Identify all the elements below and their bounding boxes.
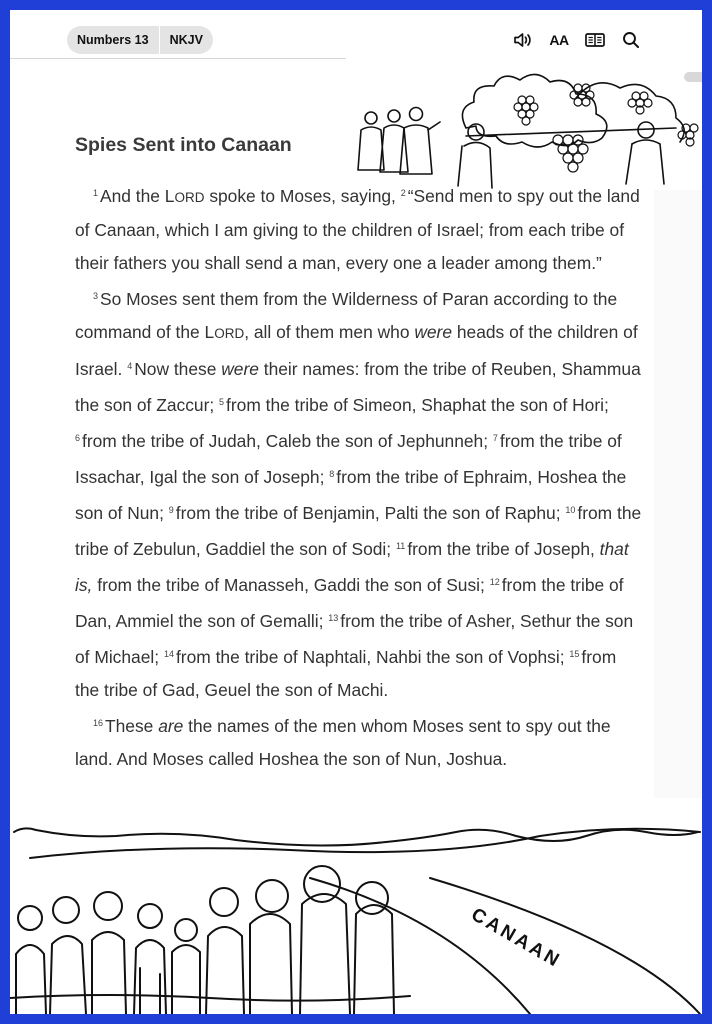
verse-text: from the tribe of Asher, Sethur the son of Michael;: [75, 611, 634, 667]
verse-number[interactable]: 11: [395, 541, 406, 551]
verse-number[interactable]: 3: [93, 291, 99, 301]
chapter-button[interactable]: Numbers 13: [77, 33, 149, 47]
header-divider: [10, 58, 346, 59]
verse-text: And the L: [100, 186, 175, 206]
verse-text: from the tribe of Judah, Caleb the son of Jephunneh;: [82, 431, 493, 451]
verse-text: from the tribe of Zebulun, Gaddiel the son of Sodi;: [75, 503, 642, 559]
verse-text: were: [414, 322, 453, 342]
verse-text: from the tribe of Simeon, Shaphat the son of Hori;: [226, 395, 609, 415]
text-size-label: AA: [549, 32, 569, 48]
verse-text: that is,: [75, 539, 629, 595]
verse-number[interactable]: 1: [93, 188, 99, 198]
audio-button[interactable]: [512, 29, 534, 51]
verse-text: , all of them men who: [244, 322, 415, 342]
canaan-road-sign: CANAAN: [467, 904, 565, 973]
verse-number[interactable]: 7: [492, 433, 498, 443]
verse-number[interactable]: 12: [489, 577, 500, 587]
verse-text: the names of the men whom Moses sent to spy out the land. And Moses called Hoshea the son of Nun, Joshua.: [75, 716, 611, 769]
verse-text: spoke to Moses, saying,: [204, 186, 401, 206]
verse-number[interactable]: 13: [328, 613, 339, 623]
verse-text: “Send men to spy out the land of Canaan, which I am giving to the children of Israel; from each tribe of their fathers you shall send a man, every one a leader among them.”: [75, 186, 640, 273]
verse-text: are: [158, 716, 184, 736]
verse-text: from the tribe of Gad, Geuel the son of Machi.: [75, 647, 617, 700]
verse-text: from the tribe of Ephraim, Hoshea the son of Nun;: [75, 467, 627, 523]
verse-text: So Moses sent them from the Wilderness of Paran according to the command of the L: [75, 289, 618, 342]
verse-text: from the tribe of Benjamin, Palti the son of Raphu;: [175, 503, 566, 523]
verse-text: from the tribe of Issachar, Igal the son of Joseph;: [75, 431, 622, 487]
version-button[interactable]: NKJV: [159, 26, 213, 54]
verse-text: from the tribe of Naphtali, Nahbi the son of Vophsi;: [175, 647, 570, 667]
passage-selector: [67, 26, 213, 54]
verse-text: were: [221, 359, 259, 379]
verse-number[interactable]: 15: [569, 649, 580, 659]
crowd-road-illustration: [10, 818, 702, 1014]
section-heading: Spies Sent into Canaan: [75, 134, 292, 156]
verse-text: from the tribe of Joseph,: [407, 539, 600, 559]
book-button[interactable]: [584, 29, 606, 51]
paragraph: [75, 177, 645, 280]
verse-number[interactable]: 5: [219, 397, 225, 407]
verse-number[interactable]: 10: [565, 505, 576, 515]
verse-number[interactable]: 14: [163, 649, 174, 659]
speaker-icon: [513, 31, 533, 49]
chapter-text: [75, 177, 645, 776]
open-book-icon: [585, 32, 605, 48]
search-icon: [622, 31, 640, 49]
verse-number[interactable]: 16: [93, 718, 104, 728]
verse-text: ORD: [174, 190, 205, 205]
reader-page: [10, 10, 702, 1014]
search-button[interactable]: [620, 29, 642, 51]
paragraph: [75, 707, 645, 776]
verse-number[interactable]: 6: [75, 433, 81, 443]
page-edge: [654, 190, 702, 798]
verse-text: ORD: [214, 326, 245, 341]
text-size-button[interactable]: [548, 29, 570, 51]
verse-number[interactable]: 4: [127, 361, 133, 371]
verse-text: These: [105, 716, 159, 736]
toolbar: [512, 29, 642, 51]
verse-text: from the tribe of Manasseh, Gaddi the son of Susi;: [92, 575, 490, 595]
verse-number[interactable]: 9: [168, 505, 174, 515]
verse-number[interactable]: 8: [329, 469, 335, 479]
paragraph: [75, 280, 645, 707]
grape-spies-illustration: [346, 58, 702, 193]
verse-text: heads of the children of Israel.: [75, 322, 638, 379]
verse-text: Now these: [134, 359, 222, 379]
verse-number[interactable]: 2: [400, 188, 406, 198]
verse-text: from the tribe of Dan, Ammiel the son of Gemalli;: [75, 575, 624, 631]
verse-text: their names: from the tribe of Reuben, Shammua the son of Zaccur;: [75, 359, 641, 415]
